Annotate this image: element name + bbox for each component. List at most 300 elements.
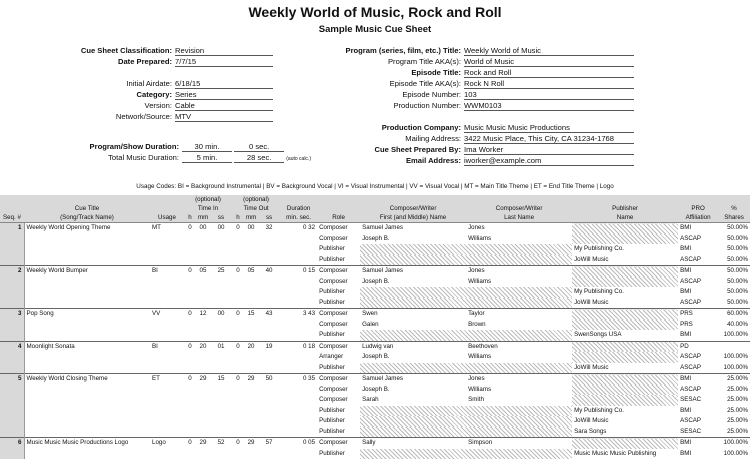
composer-last: Smith (468, 396, 484, 403)
empty-cell (244, 406, 258, 417)
cue-seq (0, 234, 24, 245)
empty-cell (244, 244, 258, 255)
publisher-name (572, 438, 678, 449)
header-field-row (115, 111, 273, 122)
program-duration-sec: 0 sec. (234, 141, 284, 152)
composer-first (360, 330, 466, 341)
cue-duration: 0 15 (280, 266, 317, 277)
role: Composer (317, 374, 360, 385)
empty-cell (244, 255, 258, 266)
share-percent: 40.00% (727, 320, 749, 328)
header-field-row (405, 133, 634, 144)
empty-cell (244, 277, 258, 288)
empty-cell (280, 352, 317, 363)
pro-affiliation: BMI (678, 438, 718, 449)
empty-cell (196, 385, 210, 396)
empty-cell (150, 287, 184, 298)
time-in-ss: 25 (210, 266, 232, 277)
composer-last: Jones (466, 223, 572, 234)
header-field-value: 7/7/15 (175, 56, 273, 67)
cue-usage: Logo (150, 438, 184, 449)
empty-cell (280, 298, 317, 309)
usage-codes-legend: Usage Codes: BI = Background Instrumental | BV = Background Vocal | VI = Visual Instrumental | VV = Visual Vocal | MT = Main Title Theme | ET = End Title Theme | Logo (136, 183, 614, 190)
publisher-name (572, 309, 678, 320)
publisher-name (572, 277, 678, 288)
cue-usage: VV (150, 309, 184, 320)
cue-seq (0, 363, 24, 374)
empty-cell (24, 427, 150, 438)
col-usage: Usage (150, 213, 184, 223)
table-row (0, 287, 750, 298)
empty-cell (244, 363, 258, 374)
time-out-h: 0 (232, 341, 244, 352)
col-in-mm: mm (198, 214, 209, 221)
cue-seq (0, 427, 24, 438)
cue-table (0, 195, 750, 459)
composer-first (360, 416, 466, 427)
table-row (0, 223, 750, 234)
header-field-row (144, 100, 273, 111)
time-in-h: 0 (184, 374, 196, 385)
share-percent: 25.00% (727, 417, 749, 424)
table-row (0, 416, 750, 427)
role: Publisher (319, 298, 345, 306)
pro-affiliation: SESAC (680, 427, 702, 435)
cue-seq (0, 416, 24, 427)
header-field-value: World of Music (464, 56, 634, 67)
composer-last: Brown (468, 320, 486, 328)
empty-cell (244, 427, 258, 438)
pro-affiliation: BMI (678, 374, 718, 385)
header-field-label: Network/Source: (115, 112, 172, 121)
empty-cell (150, 277, 184, 288)
empty-cell (150, 352, 184, 363)
empty-cell (196, 395, 210, 406)
table-row (0, 255, 750, 266)
right-header-fields (345, 45, 634, 166)
share-percent (718, 341, 750, 352)
empty-cell (258, 234, 280, 245)
col-composer-first: Composer/Writer (360, 204, 466, 213)
cue-seq: 5 (0, 374, 24, 385)
time-in-h: 0 (184, 223, 196, 234)
empty-cell (280, 363, 317, 374)
header-field-value: WWM0103 (464, 100, 634, 111)
time-in-ss: 15 (210, 374, 232, 385)
program-duration-label: Program/Show Duration: (89, 142, 179, 151)
header-field-value: 103 (464, 89, 634, 100)
table-row (0, 277, 750, 288)
pro-affiliation: BMI (680, 449, 692, 457)
table-row (0, 320, 750, 331)
header-field-label: Mailing Address: (405, 134, 461, 143)
table-row (0, 330, 750, 341)
empty-cell (24, 449, 150, 460)
time-out-ss: 50 (258, 374, 280, 385)
pro-affiliation: BMI (680, 245, 692, 252)
document-title: Weekly World of Music, Rock and Roll (248, 4, 502, 20)
publisher-name: Music Music Music Publishing (574, 449, 657, 457)
empty-cell (232, 244, 244, 255)
time-out-mm: 20 (244, 341, 258, 352)
header-field-value: Ima Worker (464, 144, 634, 155)
empty-cell (184, 427, 196, 438)
empty-cell (210, 427, 232, 438)
time-out-ss: 32 (258, 223, 280, 234)
cue-seq (0, 395, 24, 406)
col-cue-title: Cue Title (24, 204, 150, 213)
header-field-label: Initial Airdate: (126, 79, 172, 88)
empty-cell (196, 352, 210, 363)
role: Publisher (319, 406, 345, 414)
empty-cell (210, 287, 232, 298)
empty-cell (184, 352, 196, 363)
header-field-value: Revision (175, 45, 273, 56)
empty-cell (196, 427, 210, 438)
role: Composer (319, 320, 348, 328)
header-field-row (175, 67, 273, 78)
header-field-value: MTV (175, 111, 273, 122)
col-time-in: Time In (184, 204, 232, 213)
empty-cell (232, 449, 244, 460)
table-row (0, 438, 750, 449)
empty-cell (210, 320, 232, 331)
col-seq: Seq. # (0, 213, 24, 223)
cue-duration: 0 18 (280, 341, 317, 352)
cue-usage: MT (150, 223, 184, 234)
empty-cell (244, 298, 258, 309)
header-field-label: Email Address: (405, 156, 461, 165)
header-field-value: Weekly World of Music (464, 45, 634, 56)
role: Composer (319, 385, 348, 393)
composer-last (466, 330, 572, 341)
share-percent: 50.00% (727, 255, 749, 263)
table-row (0, 298, 750, 309)
empty-cell (150, 255, 184, 266)
col-duration-sub: min. sec. (280, 213, 317, 223)
time-out-h: 0 (232, 374, 244, 385)
cue-seq (0, 449, 24, 460)
header-field-row (80, 45, 273, 56)
header-field-row (405, 155, 634, 166)
empty-cell (150, 320, 184, 331)
role: Composer (317, 438, 360, 449)
empty-cell (210, 244, 232, 255)
composer-first (360, 298, 466, 309)
cue-duration: 3 43 (280, 309, 317, 320)
time-in-ss: 52 (210, 438, 232, 449)
empty-cell (184, 406, 196, 417)
col-publisher-sub: Name (572, 213, 678, 223)
empty-cell (258, 385, 280, 396)
cue-seq (0, 244, 24, 255)
share-percent: 25.00% (727, 427, 749, 435)
col-pro-sub: Affiliation (678, 213, 718, 223)
empty-cell (150, 395, 184, 406)
empty-cell (258, 244, 280, 255)
pro-affiliation: ASCAP (680, 298, 702, 306)
empty-cell (150, 244, 184, 255)
empty-cell (232, 406, 244, 417)
left-header-fields (80, 45, 273, 122)
composer-last (466, 363, 572, 374)
empty-cell (184, 416, 196, 427)
cue-seq: 2 (0, 266, 24, 277)
empty-cell (280, 320, 317, 331)
time-in-h: 0 (184, 266, 196, 277)
role: Composer (317, 266, 360, 277)
total-duration-label: Total Music Duration: (108, 153, 179, 162)
table-row (0, 352, 750, 363)
col-shares-sub: Shares (718, 213, 750, 223)
empty-cell (258, 406, 280, 417)
empty-cell (196, 363, 210, 374)
composer-first: Samuel James (360, 266, 466, 277)
time-in-h: 0 (184, 309, 196, 320)
col-cue-title-sub: (Song/Track Name) (24, 213, 150, 223)
share-percent: 60.00% (718, 309, 750, 320)
time-in-mm: 05 (196, 266, 210, 277)
pro-affiliation: PRS (680, 320, 693, 328)
document-subtitle: Sample Music Cue Sheet (318, 24, 432, 35)
role: Composer (317, 223, 360, 234)
pro-affiliation: BMI (680, 288, 692, 295)
empty-cell (150, 385, 184, 396)
empty-cell (258, 277, 280, 288)
col-pro: PRO (678, 204, 718, 213)
share-percent: 50.00% (718, 223, 750, 234)
cue-seq: 3 (0, 309, 24, 320)
empty-cell (232, 277, 244, 288)
empty-cell (196, 234, 210, 245)
share-percent: 25.00% (727, 406, 749, 414)
empty-cell (232, 287, 244, 298)
empty-cell (24, 277, 150, 288)
cue-seq (0, 255, 24, 266)
role: Composer (319, 234, 348, 242)
header-field-value: Rock and Roll (464, 67, 634, 78)
share-percent: 50.00% (727, 234, 749, 242)
empty-cell (232, 298, 244, 309)
publisher-name: My Publishing Co. (574, 245, 624, 252)
header-field-row (126, 78, 273, 89)
empty-cell (280, 416, 317, 427)
pro-affiliation: BMI (678, 223, 718, 234)
table-row (0, 395, 750, 406)
pro-affiliation: ASCAP (680, 417, 702, 424)
empty-cell (24, 395, 150, 406)
empty-cell (280, 395, 317, 406)
composer-first (360, 427, 466, 438)
empty-cell (280, 277, 317, 288)
role: Publisher (319, 288, 345, 295)
empty-cell (196, 244, 210, 255)
empty-cell (232, 427, 244, 438)
publisher-name: JoWill Music (574, 298, 609, 306)
composer-last: Jones (466, 374, 572, 385)
time-out-ss: 57 (258, 438, 280, 449)
empty-cell (258, 395, 280, 406)
header-field-label: Program (series, film, etc.) Title: (345, 46, 461, 55)
header-field-row (464, 111, 634, 122)
empty-cell (244, 287, 258, 298)
empty-cell (280, 244, 317, 255)
header-field-label: Episode Title: (411, 68, 461, 77)
time-out-h: 0 (232, 309, 244, 320)
role: Publisher (319, 363, 345, 371)
header-field-row (402, 89, 634, 100)
header-field-label: Version: (144, 101, 172, 110)
cue-duration: 0 05 (280, 438, 317, 449)
header-field-label: Production Company: (381, 123, 461, 132)
composer-first (360, 287, 466, 298)
publisher-name (572, 352, 678, 363)
empty-cell (280, 330, 317, 341)
share-percent: 50.00% (727, 277, 749, 285)
empty-cell (258, 255, 280, 266)
col-composer-first-sub: First (and Middle) Name (360, 213, 466, 223)
header-field-row (374, 144, 634, 155)
empty-cell (184, 287, 196, 298)
table-row (0, 363, 750, 374)
publisher-name (572, 266, 678, 277)
total-duration-sec: 28 sec. (234, 152, 284, 163)
empty-cell (150, 449, 184, 460)
composer-last: Williams (468, 277, 492, 285)
table-row (0, 406, 750, 417)
empty-cell (210, 352, 232, 363)
empty-cell (210, 363, 232, 374)
cue-table-body (0, 223, 750, 460)
header-field-row (389, 78, 634, 89)
empty-cell (196, 449, 210, 460)
empty-cell (244, 320, 258, 331)
composer-last: Jones (466, 266, 572, 277)
empty-cell (184, 244, 196, 255)
empty-cell (280, 234, 317, 245)
composer-first (360, 406, 466, 417)
composer-last (466, 427, 572, 438)
empty-cell (280, 385, 317, 396)
optional-label-in: (optional) (184, 195, 232, 204)
empty-cell (210, 234, 232, 245)
empty-cell (258, 449, 280, 460)
table-row (0, 374, 750, 385)
header-field-label: Episode Number: (402, 90, 461, 99)
empty-cell (24, 234, 150, 245)
cue-seq (0, 330, 24, 341)
share-percent: 100.00% (723, 363, 749, 371)
composer-last (466, 406, 572, 417)
empty-cell (150, 234, 184, 245)
empty-cell (210, 406, 232, 417)
composer-first: Samuel James (360, 223, 466, 234)
empty-cell (184, 320, 196, 331)
empty-cell (196, 406, 210, 417)
cue-table-container (0, 195, 750, 466)
header-field-value: Cable (175, 100, 273, 111)
header-field-row (136, 89, 273, 100)
composer-last: Williams (468, 385, 492, 393)
col-out-mm: mm (246, 214, 257, 221)
cue-seq (0, 320, 24, 331)
empty-cell (24, 320, 150, 331)
empty-cell (196, 320, 210, 331)
header-field-row (117, 56, 273, 67)
time-in-h: 0 (184, 341, 196, 352)
empty-cell (210, 385, 232, 396)
share-percent: 50.00% (727, 245, 749, 252)
empty-cell (184, 277, 196, 288)
empty-cell (244, 330, 258, 341)
pro-affiliation: ASCAP (680, 255, 702, 263)
empty-cell (232, 255, 244, 266)
composer-first: Joseph B. (362, 277, 390, 285)
empty-cell (232, 416, 244, 427)
header-field-row (345, 45, 634, 56)
empty-cell (184, 395, 196, 406)
col-shares: % (718, 204, 750, 213)
time-out-mm: 29 (244, 438, 258, 449)
composer-last (466, 255, 572, 266)
empty-cell (210, 330, 232, 341)
empty-cell (210, 298, 232, 309)
empty-cell (196, 255, 210, 266)
composer-last (466, 298, 572, 309)
col-in-h: h (184, 213, 196, 223)
empty-cell (244, 234, 258, 245)
publisher-name (572, 341, 678, 352)
empty-cell (244, 416, 258, 427)
pro-affiliation: SESAC (680, 396, 702, 403)
empty-cell (258, 320, 280, 331)
program-duration-min: 30 min. (182, 141, 232, 152)
header-field-value: Music Music Music Productions (464, 122, 634, 133)
time-out-ss: 19 (258, 341, 280, 352)
role: Publisher (319, 417, 345, 424)
auto-calc-note: (auto calc.) (286, 156, 311, 162)
empty-cell (258, 427, 280, 438)
time-in-mm: 12 (196, 309, 210, 320)
empty-cell (24, 406, 150, 417)
empty-cell (244, 449, 258, 460)
table-row (0, 309, 750, 320)
time-out-h: 0 (232, 438, 244, 449)
cue-seq: 1 (0, 223, 24, 234)
publisher-name (572, 385, 678, 396)
empty-cell (184, 363, 196, 374)
empty-cell (150, 330, 184, 341)
composer-first: Galen (362, 320, 379, 328)
header-field-label: Program Title AKA(s): (387, 57, 461, 66)
empty-cell (24, 330, 150, 341)
header-field-label: Category: (136, 90, 172, 99)
cue-title: Music Music Music Productions Logo (24, 438, 150, 449)
empty-cell (280, 449, 317, 460)
empty-cell (258, 363, 280, 374)
composer-last: Beethoven (466, 341, 572, 352)
cue-title: Weekly World Opening Theme (24, 223, 150, 234)
pro-affiliation: ASCAP (680, 353, 702, 360)
header-field-label: Episode Title AKA(s): (389, 79, 461, 88)
empty-cell (24, 298, 150, 309)
col-role: Role (317, 213, 360, 223)
share-percent: 50.00% (718, 266, 750, 277)
empty-cell (232, 385, 244, 396)
composer-last (466, 449, 572, 460)
role: Composer (319, 396, 348, 403)
role: Composer (319, 277, 348, 285)
